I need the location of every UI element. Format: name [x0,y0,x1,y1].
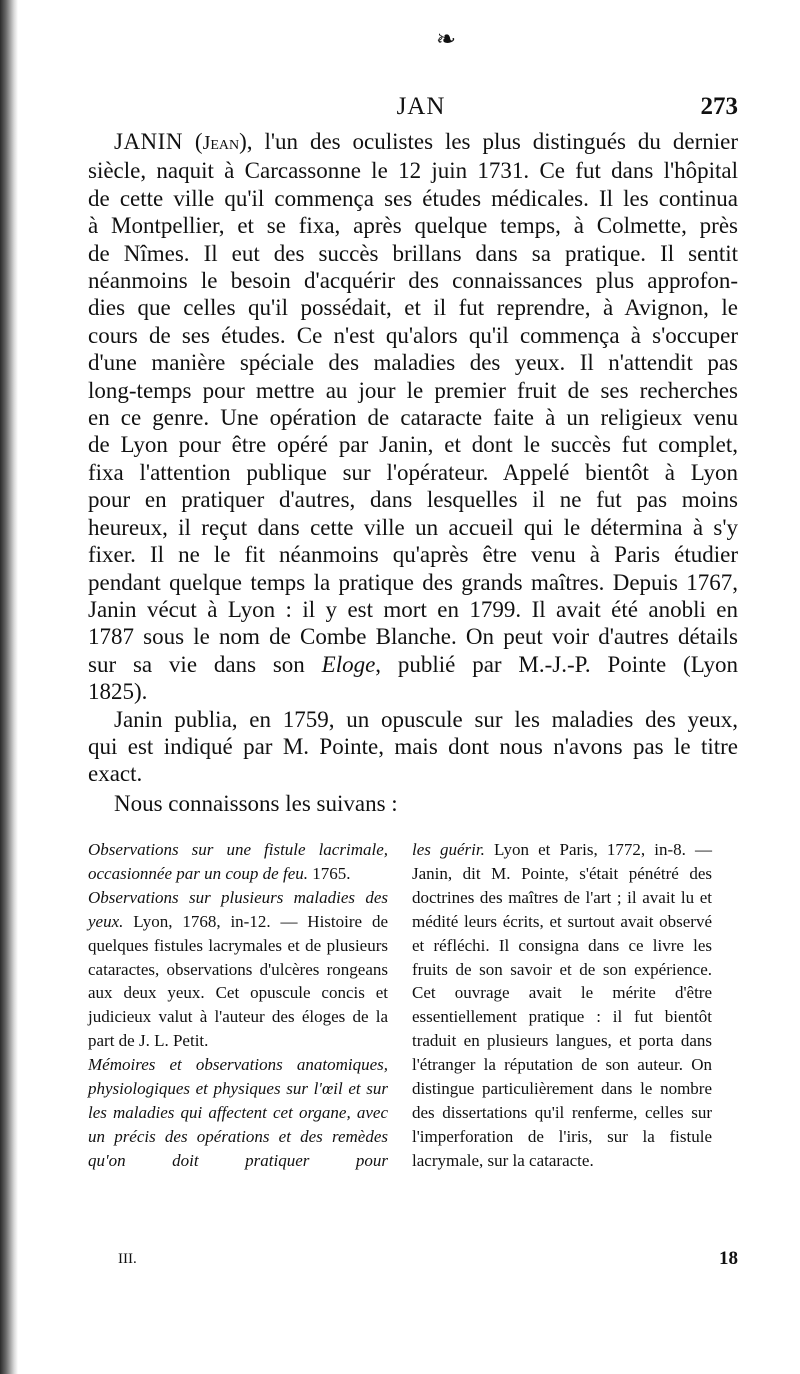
work-entry-memoires-continued [412,838,712,1173]
gathering-number: 18 [719,1248,738,1269]
entry-name: JANIN [114,129,183,154]
running-head: JAN [396,93,446,120]
entry-line: siècle, naquit à Carcassonne le 12 juin 1731. Ce fut dans l'hôpital [88,158,738,184]
entry-line: JANIN (Jean), l'un des oculistes les plus distingués du dernier [114,129,738,154]
entry-line: heureux, il reçut dans cette ville un accueil qui le détermina à s'y [88,514,738,540]
work-title: les guérir. [412,840,485,859]
entry-line: 1825). [88,679,148,705]
page-header [88,90,738,124]
entry-first-name: Jean [202,132,240,154]
entry-line: de cette ville qu'il commença ses études médicales. Il les continua [88,185,738,211]
signature-mark: III. [118,1251,137,1267]
work-title: Mémoires et observations anatomiques, physiologiques et physiques sur l'œil et sur les maladies qui affectent cet organe, avec un précis des opérations et des remèdes qu'on doit pratiquer pour [88,1055,388,1170]
entry-line: sur sa vie dans son Eloge, publié par M.-J.-P. Pointe (Lyon [88,651,738,677]
entry-line: Janin vécut à Lyon : il y est mort en 1799. Il avait été anobli en [88,596,738,622]
entry-line: fixer. Il ne le fit néanmoins qu'après être venu à Paris étudier [88,542,738,568]
work-entry-maladies-des-yeux [88,886,388,1053]
work-description: Lyon, 1768, in-12. — Histoire de quelques fistules lacrymales et de plusieurs cataractes, observations d'ulcères rongeans aux deux yeux. Cet opuscule concis et judicieux valut à l'auteur des éloges de la part de J. L. Petit. [88,911,388,1051]
work-description: Lyon et Paris, 1772, in-8. — Janin, dit M. Pointe, s'était pénétré des doctrines des maîtres de l'art ; il avait lu et médité leurs écrits, et surtout avait observé et réfléchi. Il consigna dans ce livre les fruits de son savoir et de son expérience. Cet ouvrage avait le mérite d'être essentiellement pratique : il fut bientôt traduit en plusieurs langues, et porta dans l'étranger la réputation de son auteur. On distingue particulièrement dans le nombre des dissertations qu'il renferme, celles sur l'imperforation de l'iris, sur la fistule lacrymale, sur la cataracte. [412,840,713,1170]
entry-line: dies que celles qu'il possédait, et il fut reprendre, à Avignon, le [88,295,738,321]
header-ornament: ❧ [436,27,457,53]
works-list [88,838,740,1238]
entry-line: néanmoins le besoin d'acquérir des connaissances plus approfon- [88,268,738,294]
works-heading: Nous connaissons les suivans : [114,790,398,816]
work-year: 1765. [308,863,351,883]
entry-line: en ce genre. Une opération de cataracte faite à un religieux venu [88,405,738,431]
entry-line: 1787 sous le nom de Combe Blanche. On peut voir d'autres détails [88,624,738,650]
entry-line: cours de ses études. Ce n'est qu'alors qu'il commença à s'occuper [88,322,738,348]
works-column-right [412,838,712,1173]
entry-line: de Nîmes. Il eut des succès brillans dans sa pratique. Il sentit [88,240,738,266]
entry-line: d'une manière spéciale des maladies des yeux. Il n'attendit pas [88,350,738,376]
entry-line: de Lyon pour être opéré par Janin, et dont le succès fut complet, [88,432,738,458]
works-column-left [88,838,388,1173]
opuscule-line: Janin publia, en 1759, un opuscule sur les maladies des yeux, [114,706,738,732]
page-binding-edge [0,0,18,1374]
entry-line: long-temps pour mettre au jour le premier fruit de ses recherches [88,377,738,403]
work-entry-fistule [88,838,388,886]
entry-line: à Montpellier, et se fixa, après quelque temps, à Colmette, près [88,213,738,239]
entry-line: pour en pratiquer d'autres, dans lesquelles il ne fut pas moins [88,487,738,513]
opuscule-line: exact. [88,761,143,787]
page-footer [118,1244,738,1274]
opuscule-line: qui est indiqué par M. Pointe, mais dont nous n'avons pas le titre [88,733,738,759]
page-number: 273 [700,93,738,120]
work-title: Observations sur une fistule lacrimale, occasionnée par un coup de feu. [88,840,388,883]
biography-entry [88,128,738,817]
entry-line: pendant quelque temps la pratique des grands maîtres. Depuis 1767, [88,569,738,595]
work-title: Observations sur plusieurs maladies des yeux. [88,887,388,931]
eloge-title: Eloge [321,651,376,677]
entry-line: fixa l'attention publique sur l'opérateur. Appelé bientôt à Lyon [88,459,738,485]
work-entry-memoires [88,1053,388,1173]
